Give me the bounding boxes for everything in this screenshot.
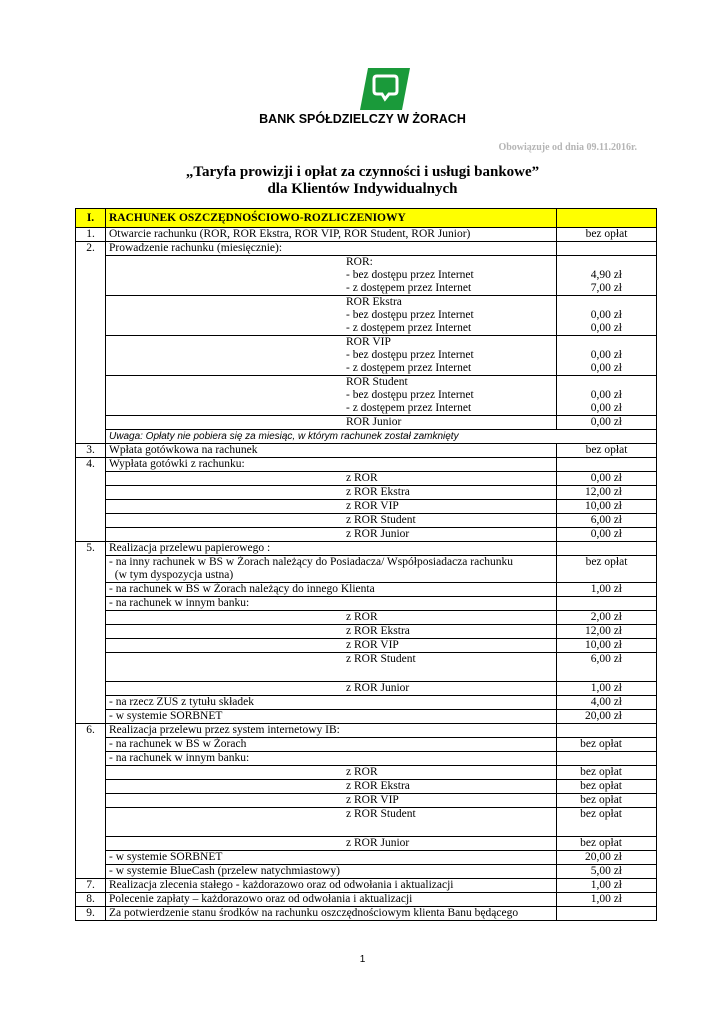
table-row <box>76 653 657 682</box>
table-row <box>76 879 657 893</box>
sub-label: z ROR VIP <box>106 639 557 653</box>
sub-price: 0,00 zł <box>557 416 657 430</box>
table-row <box>76 682 657 696</box>
table-row <box>76 514 657 528</box>
sub-label: z ROR Student <box>106 514 557 528</box>
row-number: 9. <box>76 907 106 921</box>
table-row <box>76 780 657 794</box>
bank-logo <box>360 68 410 110</box>
row-description: Polecenie zapłaty – każdorazowo oraz od odwołania i aktualizacji <box>106 893 557 907</box>
row-price: bez opłat <box>557 738 657 752</box>
sub-price: 10,00 zł <box>557 639 657 653</box>
row-description: - na rachunek w innym banku: <box>106 597 557 611</box>
row-description: Realizacja przelewu przez system internetowy IB: <box>106 724 557 738</box>
table-row <box>76 458 657 472</box>
sub-label: z ROR Ekstra <box>106 780 557 794</box>
row-price: 4,00 zł <box>557 696 657 710</box>
table-row <box>76 851 657 865</box>
sub-price: 1,00 zł <box>557 682 657 696</box>
table-row <box>76 724 657 738</box>
table-row <box>76 752 657 766</box>
table-row <box>76 597 657 611</box>
sub-label: ROR Student - bez dostępu przez Internet - z dostępem przez Internet <box>106 376 557 416</box>
sub-price: bez opłat <box>557 780 657 794</box>
document-subtitle: dla Klientów Indywidualnych <box>267 181 458 197</box>
table-row <box>76 907 657 921</box>
row-description: Za potwierdzenie stanu środków na rachunku oszczędnościowym klienta Banu będącego <box>106 907 557 921</box>
table-row <box>76 583 657 597</box>
sub-price: 6,00 zł <box>557 514 657 528</box>
table-row <box>76 242 657 256</box>
sub-price: bez opłat <box>557 766 657 780</box>
section-title: RACHUNEK OSZCZĘDNOŚCIOWO-ROZLICZENIOWY <box>106 209 557 228</box>
row-price: 20,00 zł <box>557 710 657 724</box>
table-row <box>76 696 657 710</box>
sub-price: 12,00 zł <box>557 486 657 500</box>
table-row <box>76 738 657 752</box>
table-row <box>76 794 657 808</box>
row-number: 7. <box>76 879 106 893</box>
sub-label: ROR Ekstra - bez dostępu przez Internet - z dostępem przez Internet <box>106 296 557 336</box>
row-description: Realizacja przelewu papierowego : <box>106 542 557 556</box>
table-row <box>76 472 657 486</box>
section-header-row <box>76 209 657 228</box>
table-row <box>76 500 657 514</box>
sub-label: z ROR Junior <box>106 837 557 851</box>
sub-price: 0,00 zł <box>557 528 657 542</box>
table-row <box>76 296 657 336</box>
sub-price: bez opłat <box>557 808 657 837</box>
sub-price: 10,00 zł <box>557 500 657 514</box>
row-price: bez opłat <box>557 556 657 583</box>
bank-name: BANK SPÓŁDZIELCZY W ŻORACH <box>259 112 466 126</box>
sub-label: z ROR <box>106 611 557 625</box>
sub-label: ROR Junior <box>106 416 557 430</box>
sub-label: z ROR Junior <box>106 528 557 542</box>
row-number: 5. <box>76 542 106 556</box>
document-title: „Taryfa prowizji i opłat za czynności i usługi bankowe” <box>185 164 540 180</box>
row-description: - na rachunek w innym banku: <box>106 752 557 766</box>
row-description: - na rachunek w BS w Żorach należący do innego Klienta <box>106 583 557 597</box>
row-description: Prowadzenie rachunku (miesięcznie): <box>106 242 557 256</box>
sub-price: 12,00 zł <box>557 625 657 639</box>
sub-label: z ROR Ekstra <box>106 486 557 500</box>
row-number: 2. <box>76 242 106 256</box>
table-row <box>76 430 657 444</box>
sub-label: z ROR <box>106 766 557 780</box>
row-description: Realizacja zlecenia stałego - każdorazowo oraz od odwołania i aktualizacji <box>106 879 557 893</box>
sub-label: ROR: - bez dostępu przez Internet - z dostępem przez Internet <box>106 256 557 296</box>
table-row <box>76 542 657 556</box>
sub-price: 0,00 zł <box>557 472 657 486</box>
sub-label: z ROR VIP <box>106 794 557 808</box>
row-description: Otwarcie rachunku (ROR, ROR Ekstra, ROR VIP, ROR Student, ROR Junior) <box>106 228 557 242</box>
row-description: - w systemie SORBNET <box>106 851 557 865</box>
row-price: 1,00 zł <box>557 583 657 597</box>
table-row <box>76 611 657 625</box>
valid-from-date: Obowiązuje od dnia 09.11.2016r. <box>498 142 637 153</box>
row-price: 20,00 zł <box>557 851 657 865</box>
row-number: 3. <box>76 444 106 458</box>
row-description: - na inny rachunek w BS w Żorach należący do Posiadacza/ Współposiadacza rachunku (w tym dyspozycja ustna) <box>106 556 557 583</box>
table-row <box>76 486 657 500</box>
sub-price: bez opłat <box>557 794 657 808</box>
row-number: 8. <box>76 893 106 907</box>
row-description: - na rachunek w BS w Żorach <box>106 738 557 752</box>
table-row <box>76 710 657 724</box>
row-price: bez opłat <box>557 228 657 242</box>
row-description: Wypłata gotówki z rachunku: <box>106 458 557 472</box>
sub-price: 4,90 zł 7,00 zł <box>557 256 657 296</box>
table-row <box>76 766 657 780</box>
row-number: 1. <box>76 228 106 242</box>
sub-price: 0,00 zł 0,00 zł <box>557 376 657 416</box>
table-row <box>76 837 657 851</box>
tariff-table <box>75 208 657 921</box>
table-row <box>76 228 657 242</box>
table-row <box>76 376 657 416</box>
row-number: 6. <box>76 724 106 738</box>
row-price: 1,00 zł <box>557 893 657 907</box>
page-number: 1 <box>359 954 366 965</box>
sub-price: 2,00 zł <box>557 611 657 625</box>
sub-label: z ROR Junior <box>106 682 557 696</box>
sub-label: ROR VIP - bez dostępu przez Internet - z dostępem przez Internet <box>106 336 557 376</box>
table-row <box>76 336 657 376</box>
sub-label: z ROR Ekstra <box>106 625 557 639</box>
table-row <box>76 528 657 542</box>
sub-price: 6,00 zł <box>557 653 657 682</box>
sub-price: bez opłat <box>557 837 657 851</box>
table-row <box>76 625 657 639</box>
sub-label: z ROR Student <box>106 653 557 682</box>
row-description: - w systemie BlueCash (przelew natychmiastowy) <box>106 865 557 879</box>
table-row <box>76 416 657 430</box>
row-price: 5,00 zł <box>557 865 657 879</box>
table-row <box>76 639 657 653</box>
note-text: Uwaga: Opłaty nie pobiera się za miesiąc, w którym rachunek został zamknięty <box>106 430 657 444</box>
row-number: 4. <box>76 458 106 472</box>
sub-price: 0,00 zł 0,00 zł <box>557 296 657 336</box>
row-price: 1,00 zł <box>557 879 657 893</box>
table-row <box>76 808 657 837</box>
row-description: - w systemie SORBNET <box>106 710 557 724</box>
table-row <box>76 556 657 583</box>
sub-price: 0,00 zł 0,00 zł <box>557 336 657 376</box>
sub-label: z ROR <box>106 472 557 486</box>
table-row <box>76 444 657 458</box>
table-row <box>76 865 657 879</box>
section-number: I. <box>76 209 106 228</box>
row-description: - na rzecz ZUS z tytułu składek <box>106 696 557 710</box>
table-row <box>76 256 657 296</box>
row-description: Wpłata gotówkowa na rachunek <box>106 444 557 458</box>
sub-label: z ROR VIP <box>106 500 557 514</box>
table-row <box>76 893 657 907</box>
row-price: bez opłat <box>557 444 657 458</box>
sub-label: z ROR Student <box>106 808 557 837</box>
